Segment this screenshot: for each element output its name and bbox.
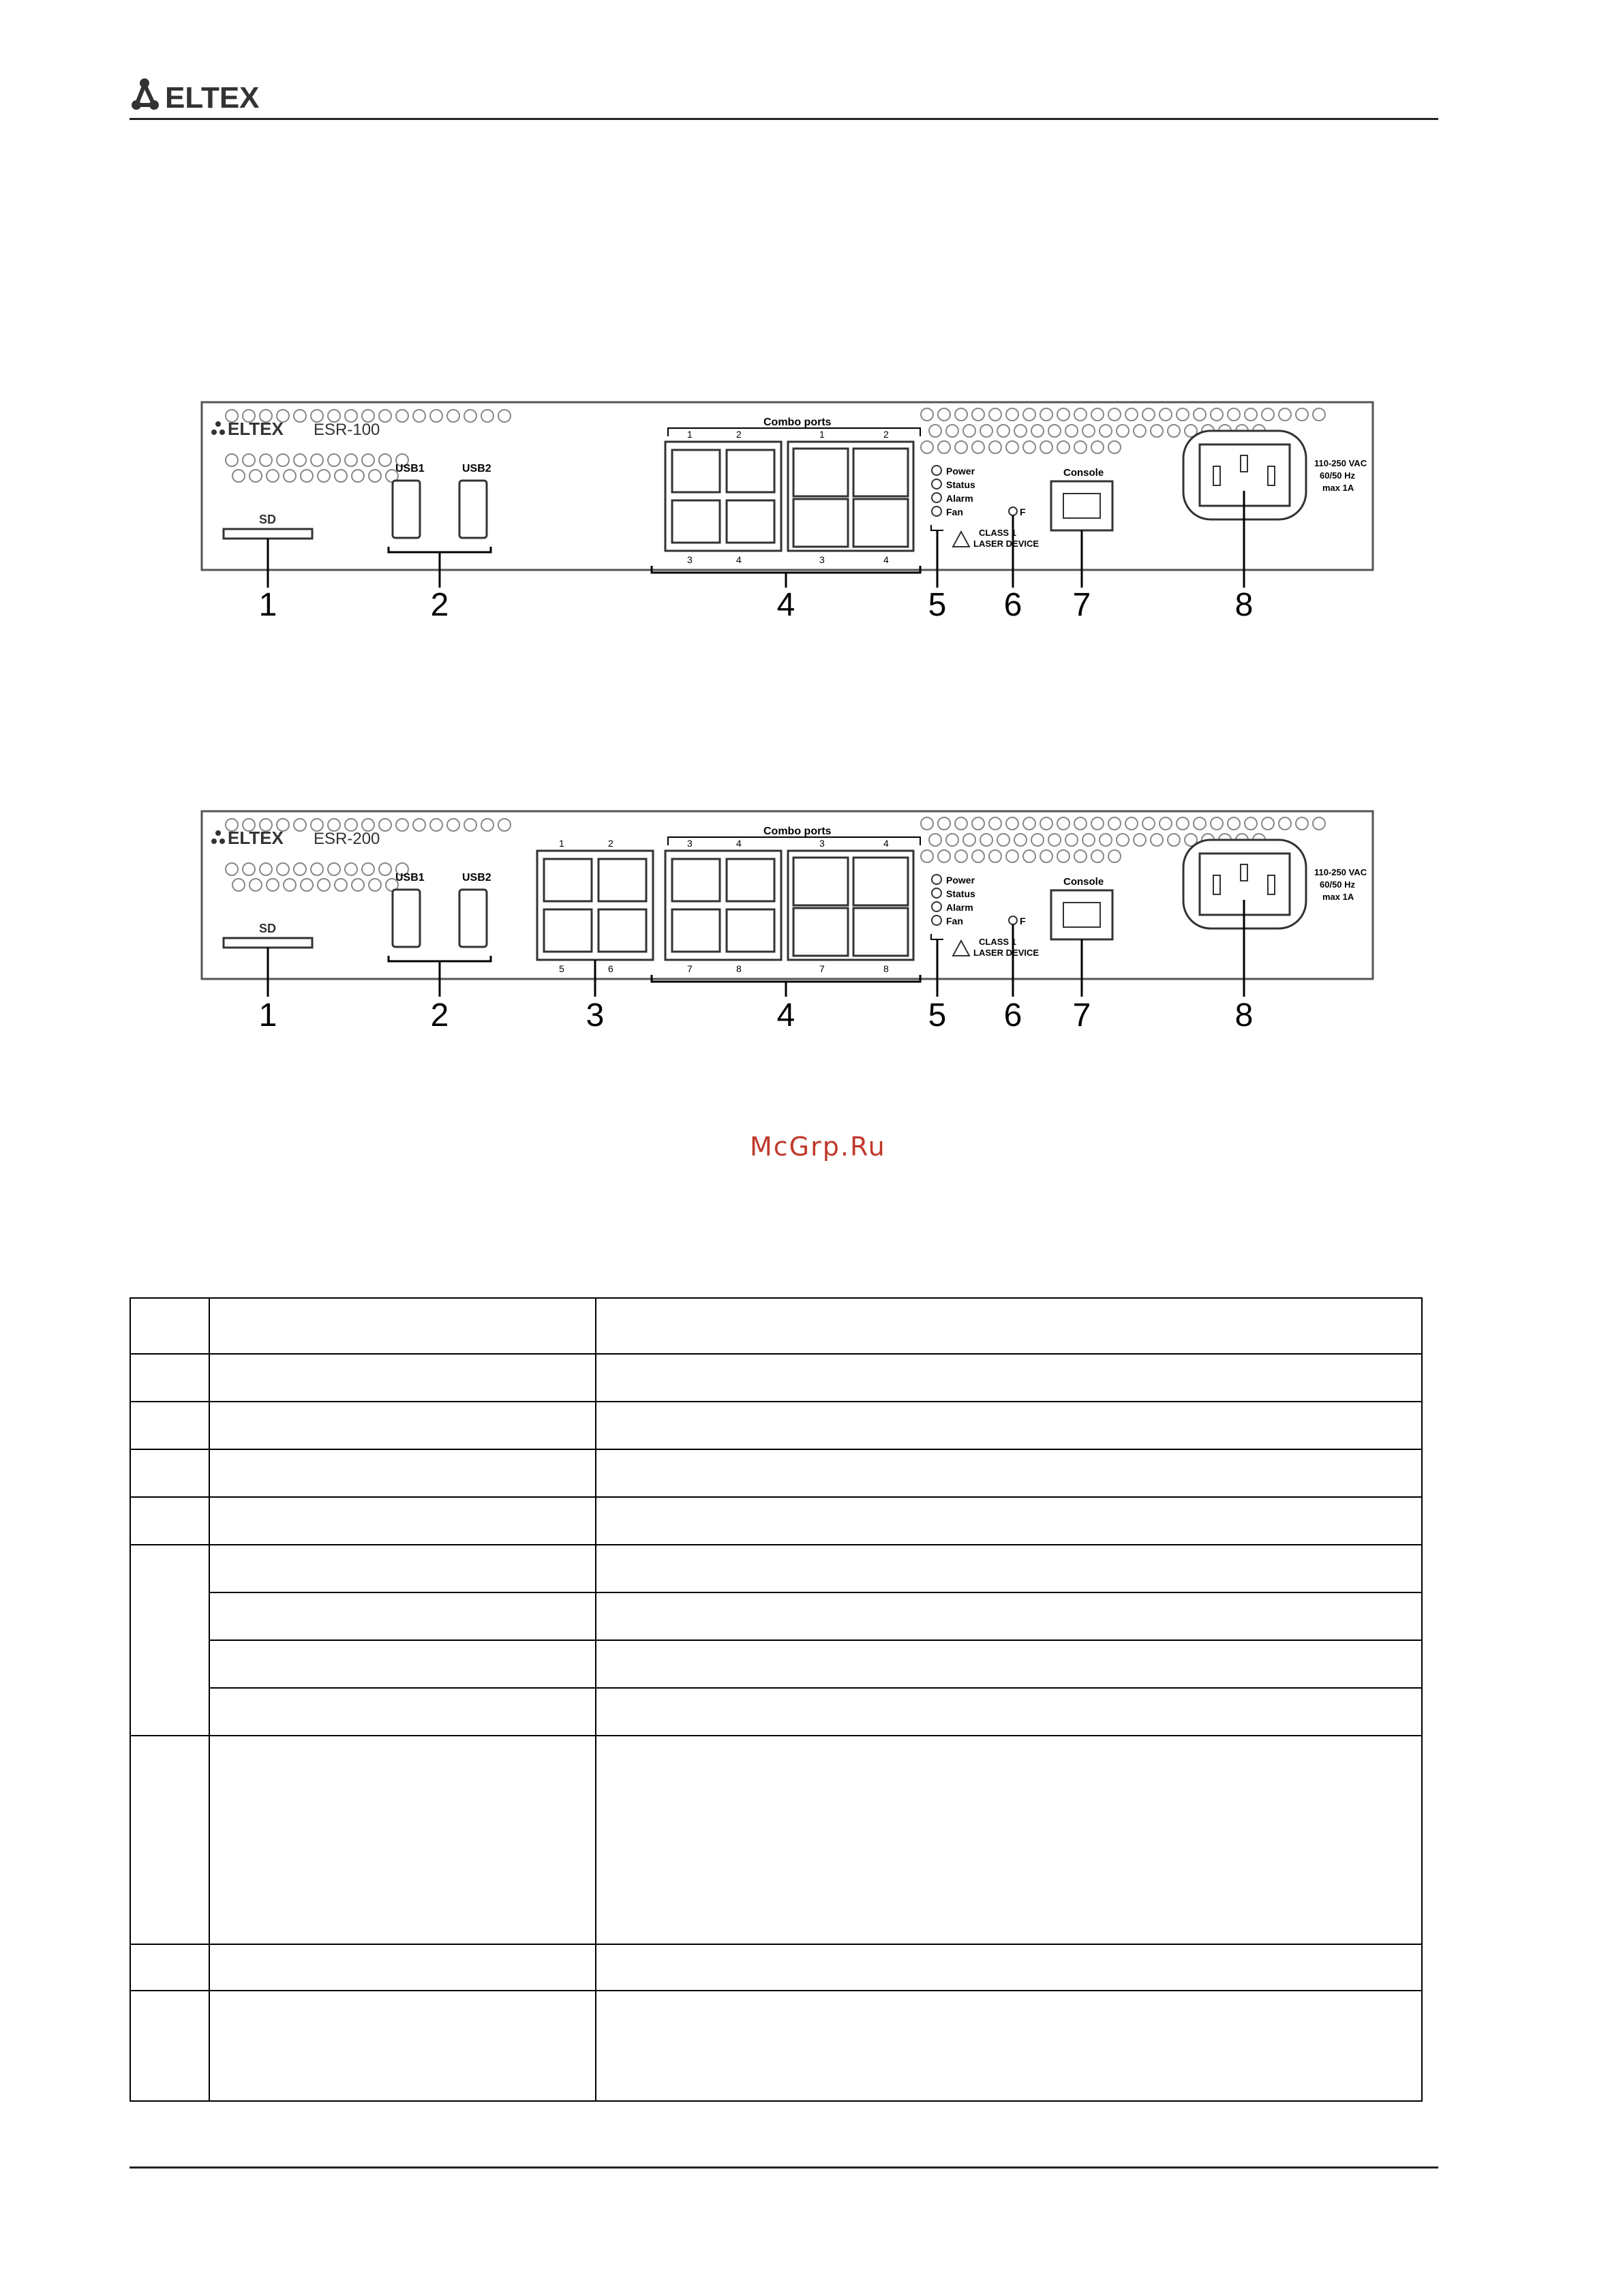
model-label: ESR-200 <box>314 830 380 848</box>
callout-number: 2 <box>430 997 449 1033</box>
callout-number: 6 <box>1003 997 1022 1033</box>
callout-number: 8 <box>1234 587 1254 623</box>
copper-port-4[interactable] <box>727 859 774 901</box>
copper-port-3[interactable] <box>672 859 720 901</box>
port-label: 4 <box>736 554 742 565</box>
callout-number: 7 <box>1072 997 1091 1033</box>
ge-port-1[interactable] <box>544 859 592 901</box>
callout-number: 6 <box>1003 587 1022 623</box>
usb1-port[interactable] <box>393 890 420 947</box>
table-row <box>130 1497 1422 1545</box>
usb2-label: USB2 <box>462 463 491 474</box>
laser-device-label: LASER DEVICE <box>973 539 1040 549</box>
port-label: 1 <box>687 429 693 440</box>
eltex-header-logo <box>130 75 293 116</box>
port-label: 3 <box>819 838 825 849</box>
table-row <box>130 1688 1422 1736</box>
callout-number: 7 <box>1072 587 1091 623</box>
port-label: 4 <box>736 838 742 849</box>
callout-number: 1 <box>258 587 277 623</box>
spec-table <box>130 1297 1423 2102</box>
port-label: 4 <box>883 554 889 565</box>
esr100-callouts <box>191 586 1384 634</box>
sd-logo-icon: SD <box>259 513 277 526</box>
table-row <box>130 1298 1422 1354</box>
header-rule <box>130 118 1438 120</box>
usb1-port[interactable] <box>393 481 420 538</box>
esr100-front-panel <box>191 395 1384 600</box>
led-fan-label: Fan <box>946 916 963 926</box>
power-rating-voltage: 110-250 VAC <box>1314 867 1367 877</box>
callout-number: 5 <box>928 997 947 1033</box>
ge-port-6[interactable] <box>598 909 646 952</box>
port-label: 2 <box>736 429 742 440</box>
laser-device-label: LASER DEVICE <box>973 948 1040 958</box>
laser-class-label: CLASS 1 <box>979 528 1016 538</box>
sd-logo-icon: SD <box>259 922 277 935</box>
table-row <box>130 1640 1422 1688</box>
power-rating-frequency: 60/50 Hz <box>1320 470 1356 481</box>
copper-port-2[interactable] <box>727 450 774 492</box>
callout-number: 4 <box>776 587 795 623</box>
callout-number: 4 <box>776 997 795 1033</box>
port-label: 7 <box>819 963 825 974</box>
port-label: 8 <box>736 963 742 974</box>
port-label: 2 <box>608 838 613 849</box>
callout-number: 2 <box>430 587 449 623</box>
esr200-front-panel <box>191 804 1384 1009</box>
sfp-port-4[interactable] <box>853 499 908 547</box>
port-label: 3 <box>687 838 693 849</box>
usb1-label: USB1 <box>395 463 425 474</box>
usb2-port[interactable] <box>459 481 487 538</box>
callout-number: 5 <box>928 587 947 623</box>
sfp-port-3[interactable] <box>793 858 848 905</box>
table-row <box>130 1944 1422 1991</box>
combo-ports-title: Combo ports <box>763 417 832 428</box>
f-button-label: F <box>1020 507 1026 517</box>
port-label: 3 <box>687 554 693 565</box>
panel-brand-text: ELTEX <box>228 828 284 848</box>
port-label: 1 <box>819 429 825 440</box>
sfp-port-7[interactable] <box>793 908 848 956</box>
sfp-port-1[interactable] <box>793 449 848 496</box>
port-label: 4 <box>883 838 889 849</box>
usb1-label: USB1 <box>395 872 425 883</box>
copper-port-4[interactable] <box>727 500 774 543</box>
f-button[interactable] <box>1009 916 1017 924</box>
panel-brand-text: ELTEX <box>228 419 284 439</box>
ge-port-5[interactable] <box>544 909 592 952</box>
port-label: 3 <box>819 554 825 565</box>
power-rating-frequency: 60/50 Hz <box>1320 879 1356 890</box>
console-label: Console <box>1063 467 1104 479</box>
sfp-port-8[interactable] <box>853 908 908 956</box>
callout-number: 3 <box>586 997 605 1033</box>
combo-ports-title: Combo ports <box>763 826 832 837</box>
copper-port-3[interactable] <box>672 500 720 543</box>
port-label: 1 <box>559 838 564 849</box>
copper-port-8[interactable] <box>727 909 774 952</box>
sfp-port-4[interactable] <box>853 858 908 905</box>
table-row <box>130 1736 1422 1944</box>
footer-rule <box>130 2166 1438 2169</box>
ge-port-2[interactable] <box>598 859 646 901</box>
sfp-port-3[interactable] <box>793 499 848 547</box>
f-button[interactable] <box>1009 507 1017 515</box>
console-label: Console <box>1063 876 1104 888</box>
power-rating-current: max 1A <box>1322 892 1354 902</box>
table-row <box>130 1545 1422 1592</box>
led-alarm-label: Alarm <box>946 493 973 504</box>
port-label: 7 <box>687 963 693 974</box>
led-power-label: Power <box>946 466 975 477</box>
model-label: ESR-100 <box>314 421 380 439</box>
callout-number: 8 <box>1234 997 1254 1033</box>
port-label: 5 <box>559 963 564 974</box>
usb2-label: USB2 <box>462 872 491 883</box>
port-label: 8 <box>883 963 889 974</box>
eltex-symbol-icon <box>132 78 159 110</box>
power-rating-current: max 1A <box>1322 483 1354 493</box>
power-rating-voltage: 110-250 VAC <box>1314 458 1367 468</box>
laser-class-label: CLASS 1 <box>979 937 1016 947</box>
callout-number: 1 <box>258 997 277 1033</box>
table-row <box>130 1449 1422 1497</box>
table-row <box>130 1991 1422 2101</box>
f-button-label: F <box>1020 916 1026 926</box>
sd-card-slot[interactable] <box>224 938 312 948</box>
led-fan-label: Fan <box>946 507 963 517</box>
watermark: McGrp.Ru <box>750 1132 886 1162</box>
led-status-label: Status <box>946 479 975 490</box>
port-label: 2 <box>883 429 889 440</box>
table-row <box>130 1592 1422 1640</box>
usb2-port[interactable] <box>459 890 487 947</box>
table-row <box>130 1402 1422 1449</box>
led-alarm-label: Alarm <box>946 902 973 913</box>
sd-card-slot[interactable] <box>224 529 312 539</box>
led-status-label: Status <box>946 888 975 899</box>
header-brand: ELTEX <box>165 81 260 115</box>
port-label: 6 <box>608 963 613 974</box>
copper-port-1[interactable] <box>672 450 720 492</box>
esr200-callouts <box>191 997 1384 1044</box>
sfp-port-2[interactable] <box>853 449 908 496</box>
table-row <box>130 1354 1422 1402</box>
led-power-label: Power <box>946 875 975 886</box>
copper-port-7[interactable] <box>672 909 720 952</box>
